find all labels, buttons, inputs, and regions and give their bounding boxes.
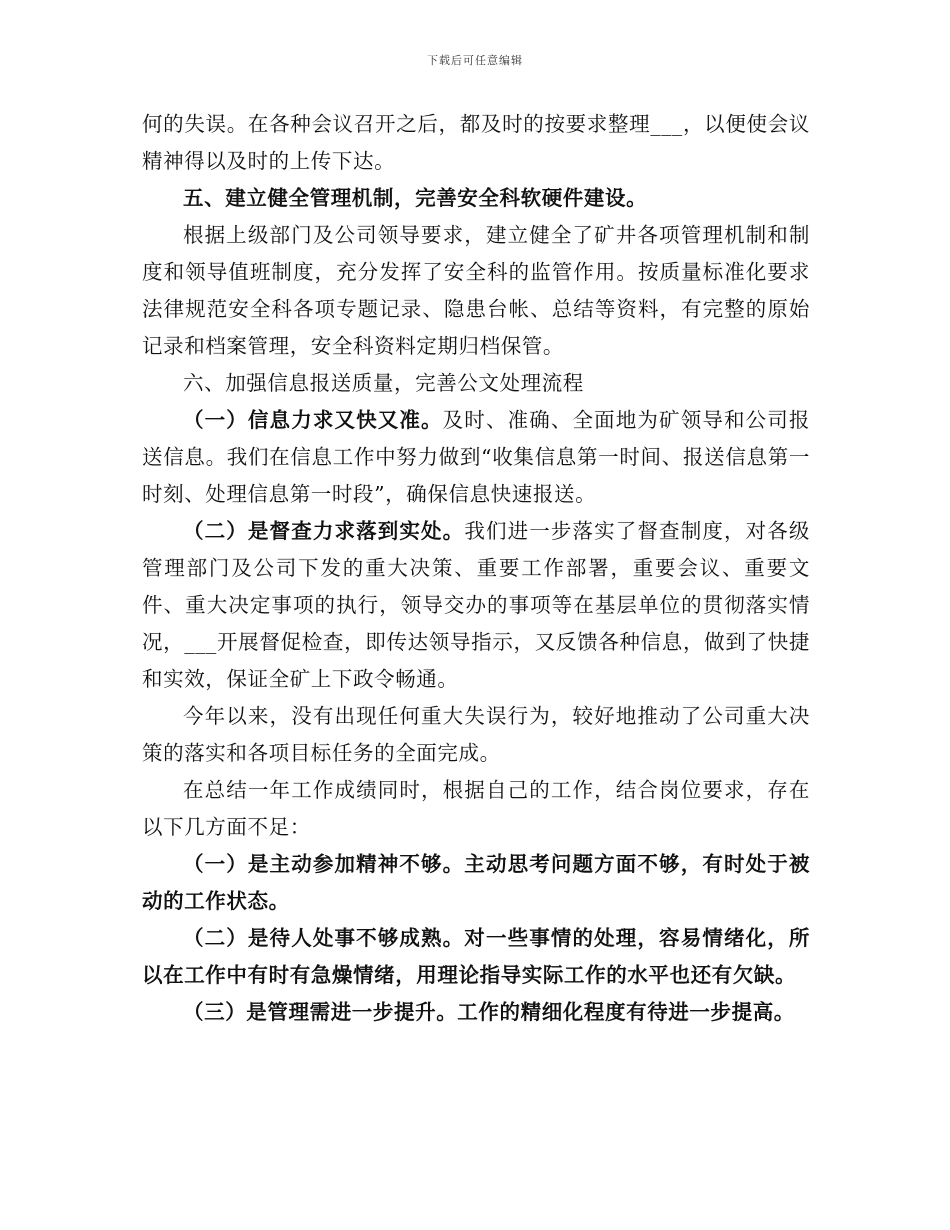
- shortcoming-item-1: （一）是主动参加精神不够。主动思考问题方面不够，有时处于被动的工作状态。: [142, 852, 810, 913]
- paragraph-management-mechanism: 根据上级部门及公司领导要求，建立健全了矿井各项管理机制和制度和领导值班制度，充分发挥了安全科的监管作用。按质量标准化要求法律规范安全科各项专题记录、隐患台帐、总结等资料，有完整的原始记录和档案管理，安全科资料定期归档保管。: [142, 223, 810, 358]
- paragraph-supervision: [142, 513, 810, 698]
- paragraph-lead: （二）是督查力求落到实处。: [183, 519, 465, 543]
- shortcoming-item-2: （二）是待人处事不够成熟。对一些事情的处理，容易情绪化，所以在工作中有时有急燥情绪，用理论指导实际工作的水平也还有欠缺。: [142, 926, 810, 987]
- paragraph-continuation: 何的失误。在各种会议召开之后，都及时的按要求整理___，以便使会议精神得以及时的上传下达。: [142, 112, 810, 173]
- paragraph-information-reporting: [142, 402, 810, 513]
- paragraph-body: 及时、准确、全面地为矿领导和公司报送信息。我们在信息工作中努力做到“收集信息第一时间、报送信息第一时刻、处理信息第一时段”，确保信息快速报送。: [142, 408, 810, 506]
- page-header: 下载后可任意编辑: [427, 54, 523, 67]
- paragraph-body: 我们进一步落实了督查制度，对各级管理部门及公司下发的重大决策、重要工作部署，重要会议、重要文件、重大决定事项的执行，领导交办的事项等在基层单位的贯彻落实情况，___开展督促检查，即传达领导指示，又反馈各种信息，做到了快捷和实效，保证全矿上下政令畅通。: [142, 519, 810, 691]
- section-heading-6: 六、加强信息报送质量，完善公文处理流程: [183, 371, 584, 395]
- paragraph-summary: 今年以来，没有出现任何重大失误行为，较好地推动了公司重大决策的落实和各项目标任务的全面完成。: [142, 704, 810, 765]
- paragraph-shortcomings-intro: 在总结一年工作成绩同时，根据自己的工作，结合岗位要求，存在以下几方面不足：: [142, 778, 810, 839]
- section-heading-5: 五、建立健全管理机制，完善安全科软硬件建设。: [183, 186, 648, 210]
- paragraph-lead: （一）信息力求又快又准。: [183, 408, 443, 432]
- document-body: [142, 106, 810, 1031]
- shortcoming-item-3: （三）是管理需进一步提升。工作的精细化程度有待进一步提高。: [183, 1000, 795, 1024]
